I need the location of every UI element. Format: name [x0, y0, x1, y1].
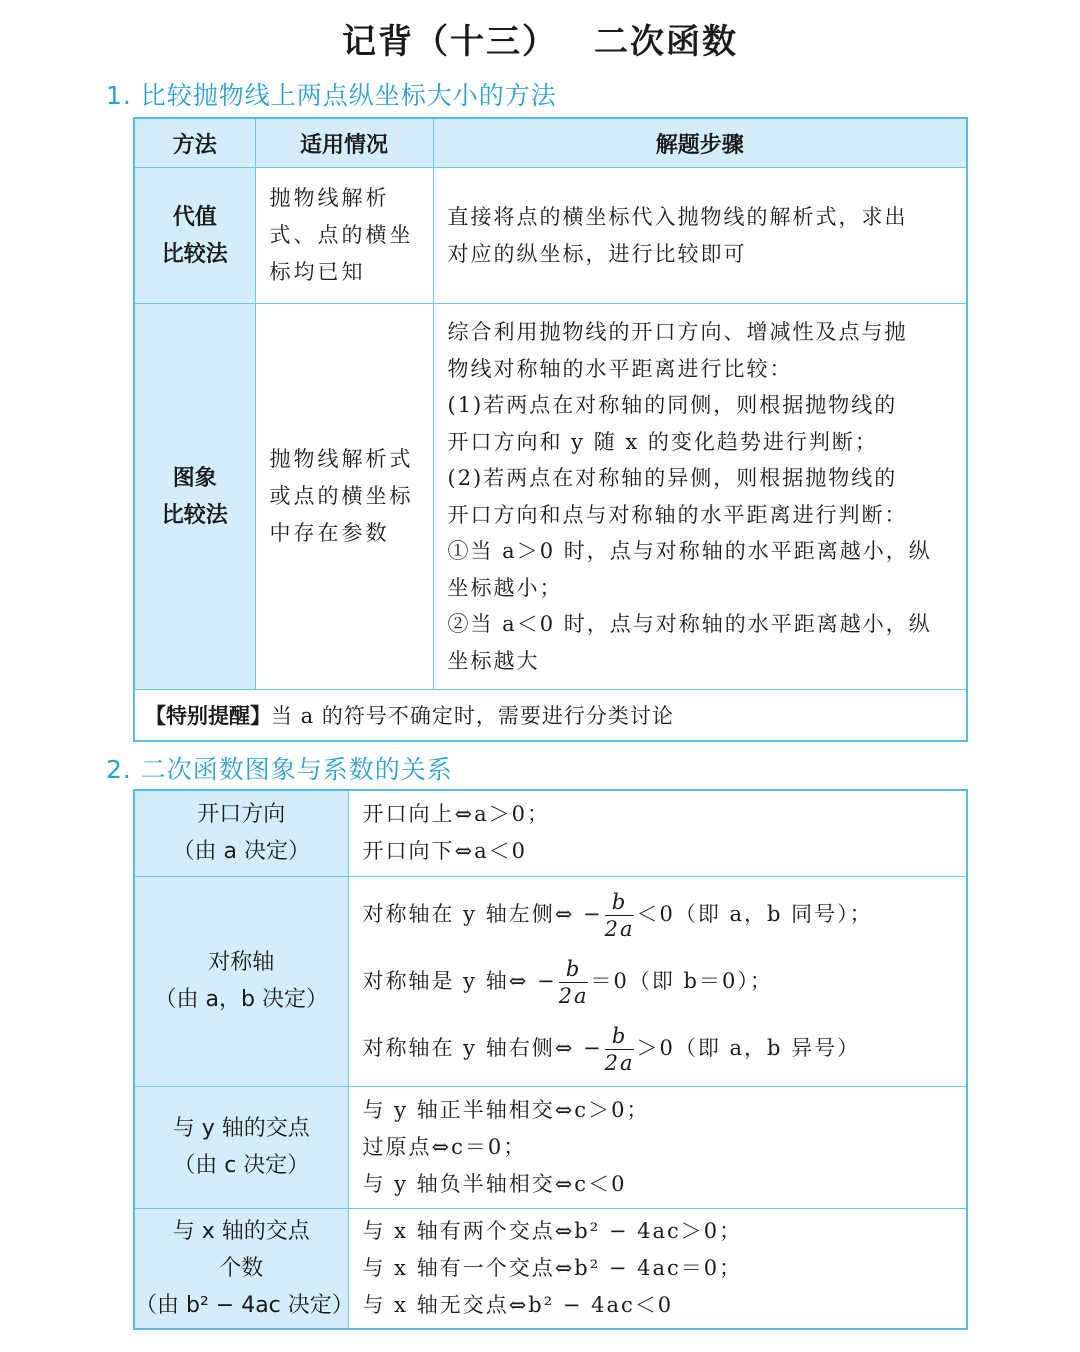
table-row — [134, 168, 967, 304]
label-cell: 与 y 轴的交点 （由 c 决定） — [134, 1086, 348, 1208]
label-cell: 与 x 轴的交点 个数 （由 b² − 4ac 决定） — [134, 1208, 348, 1329]
axis-condition-right: 对称轴在 y 轴右侧⇔ − $\frac{b}{2a}$ ＞0（即 a，b 异号） — [362, 1023, 861, 1075]
reminder-text: 当 a 的符号不确定时，需要进行分类讨论 — [271, 704, 674, 728]
header-situation: 适用情况 — [255, 118, 433, 168]
label-cell: 开口方向 （由 a 决定） — [134, 790, 348, 876]
table-row — [134, 304, 967, 690]
table-row — [134, 1208, 967, 1329]
content-cell: 开口向上⇔a＞0； 开口向下⇔a＜0 — [348, 790, 967, 876]
steps-cell: 直接将点的横坐标代入抛物线的解析式，求出 对应的纵坐标，进行比较即可 — [433, 168, 967, 304]
table-row — [134, 790, 967, 876]
label-cell: 对称轴 （由 a，b 决定） — [134, 876, 348, 1086]
header-steps: 解题步骤 — [433, 118, 967, 168]
steps-cell: 综合利用抛物线的开口方向、增减性及点与抛 物线对称轴的水平距离进行比较： (1)若两点在对称轴的同侧，则根据抛物线的 开口方向和 y 随 x 的变化趋势进行判断； (2)若两点在对称轴的异侧，则根据抛物线的 开口方向和点与对称轴的水平距离进行判断： ①当 a＞0 时，点与对称轴的水平距离越小，纵 坐标越小； ②当 a＜0 时，点与对称轴的水平距离越小，纵 坐标越大 — [433, 304, 967, 690]
coefficients-table — [133, 789, 968, 1330]
method-cell: 图象 比较法 — [134, 304, 255, 690]
axis-condition-center: 对称轴是 y 轴⇔ − $\frac{b}{2a}$ ＝0（即 b＝0）； — [362, 956, 773, 1008]
fraction: $\frac{b}{2a}$ — [558, 956, 589, 1008]
reminder-label: 【特别提醒】 — [145, 704, 271, 728]
page-title — [0, 14, 1080, 63]
content-cell: 与 x 轴有两个交点⇔b² − 4ac＞0； 与 x 轴有一个交点⇔b² − 4ac＝0； 与 x 轴无交点⇔b² − 4ac＜0 — [348, 1208, 967, 1329]
title-left: 记背（十三） — [342, 22, 558, 62]
axis-condition-left: 对称轴在 y 轴左侧⇔ − $\frac{b}{2a}$ ＜0（即 a，b 同号）； — [362, 889, 873, 941]
method-cell: 代值 比较法 — [134, 168, 255, 304]
situation-cell: 抛物线解析 式、点的横坐 标均已知 — [255, 168, 433, 304]
reminder-row — [134, 690, 967, 742]
fraction: $\frac{b}{2a}$ — [604, 889, 635, 941]
fraction: $\frac{b}{2a}$ — [604, 1023, 635, 1075]
situation-cell: 抛物线解析式 或点的横坐标 中存在参数 — [255, 304, 433, 690]
header-method: 方法 — [134, 118, 255, 168]
content-cell: 与 y 轴正半轴相交⇔c＞0； 过原点⇔c＝0； 与 y 轴负半轴相交⇔c＜0 — [348, 1086, 967, 1208]
content-cell — [348, 876, 967, 1086]
table-header-row — [134, 118, 967, 168]
title-right: 二次函数 — [594, 22, 738, 62]
table-row — [134, 876, 967, 1086]
table-row — [134, 1086, 967, 1208]
special-reminder — [134, 690, 967, 742]
section-2-heading: 2. 二次函数图象与系数的关系 — [106, 755, 453, 784]
section-1-heading: 1. 比较抛物线上两点纵坐标大小的方法 — [106, 81, 557, 110]
comparison-methods-table — [133, 117, 968, 742]
